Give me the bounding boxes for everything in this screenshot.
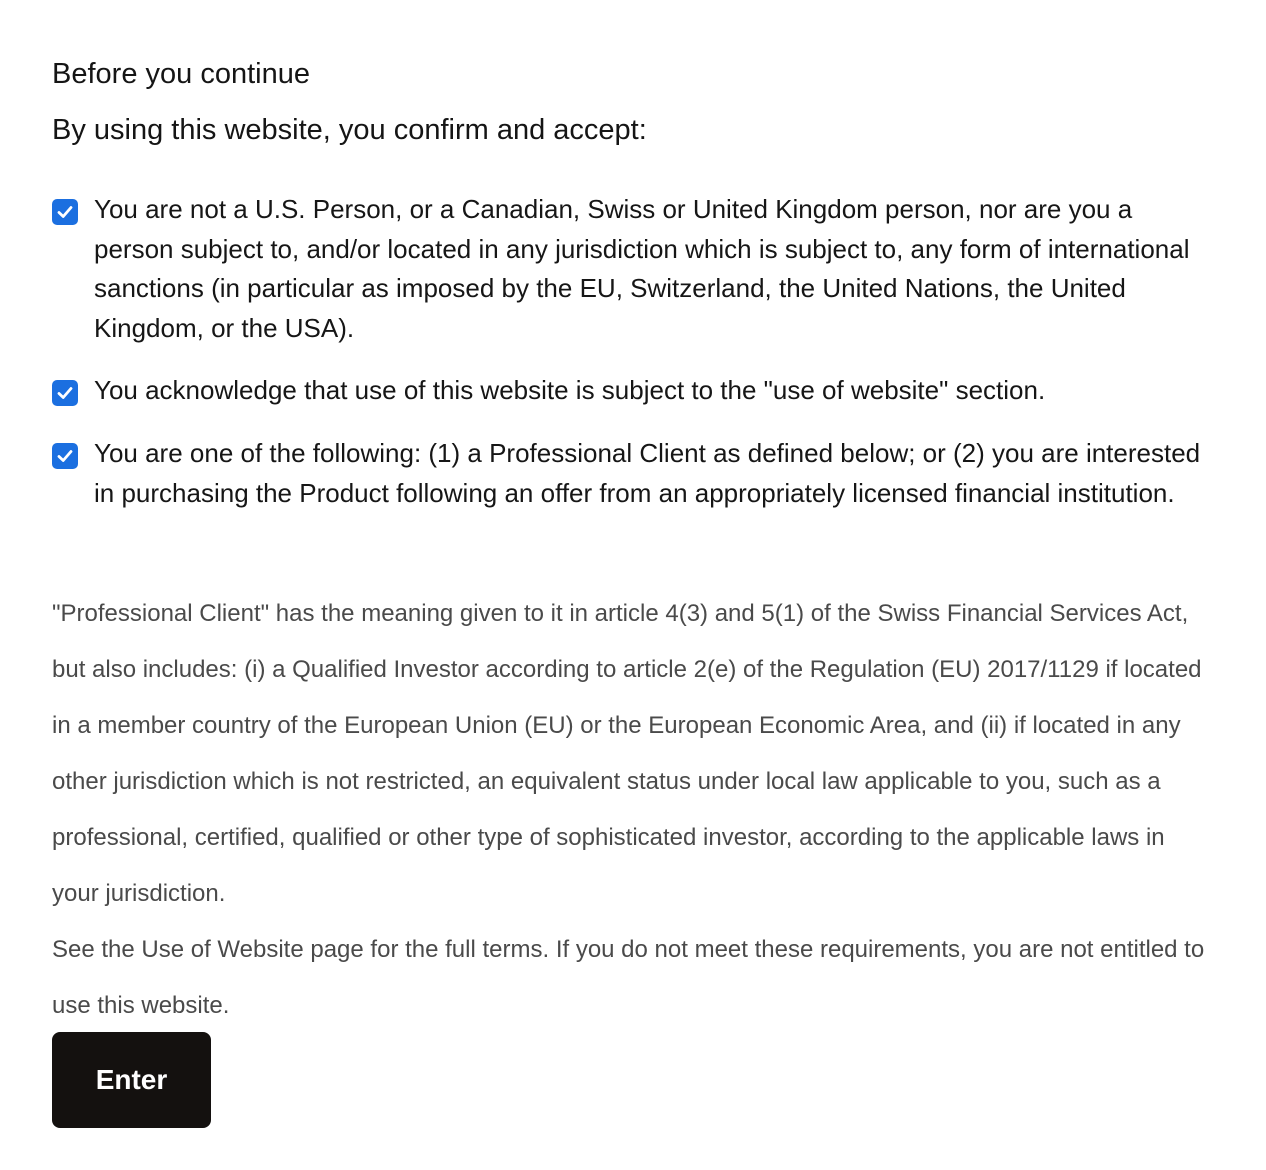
disclaimer-text bbox=[52, 586, 1212, 1034]
dialog-title: Before you continue bbox=[52, 58, 310, 90]
terms-notice: See the Use of Website page for the full terms. If you do not meet these requirements, you are not entitled to use this website. bbox=[52, 936, 1205, 1019]
professional-client-checkbox-label: You are one of the following: (1) a Professional Client as defined below; or (2) you are interested in purchasing the Product following an offer from an appropriately licensed financial institution. bbox=[94, 438, 1201, 508]
dialog-intro: By using this website, you confirm and accept: bbox=[52, 114, 647, 146]
sanctions-checkbox-label: You are not a U.S. Person, or a Canadian, Swiss or United Kingdom person, nor are you a person subject to, and/or located in any jurisdiction which is subject to, any form of international sanctions (in particular as imposed by the EU, Switzerland, the United Nations, the United Kingdom, or the USA). bbox=[94, 194, 1190, 343]
use-of-website-checkbox-label: You acknowledge that use of this website is subject to the "use of website" section. bbox=[94, 375, 1046, 405]
checkmark-icon bbox=[55, 446, 75, 466]
checkmark-icon bbox=[55, 383, 75, 403]
use-of-website-checkbox[interactable] bbox=[52, 380, 78, 406]
sanctions-checkbox[interactable] bbox=[52, 199, 78, 225]
professional-client-checkbox[interactable] bbox=[52, 443, 78, 469]
enter-button[interactable]: Enter bbox=[52, 1032, 211, 1128]
professional-client-definition: "Professional Client" has the meaning given to it in article 4(3) and 5(1) of the Swiss Financial Services Act, but also includes: (i) a Qualified Investor according to article 2(e) of the Regulation (EU) 2017/1129 if located in a member country of the European Union (EU) or the European Economic Area, and (ii) if located in any other jurisdiction which is not restricted, an equivalent status under local law applicable to you, such as a professional, certified, qualified or other type of sophisticated investor, according to the applicable laws in your jurisdiction. bbox=[52, 600, 1202, 907]
checkmark-icon bbox=[55, 202, 75, 222]
